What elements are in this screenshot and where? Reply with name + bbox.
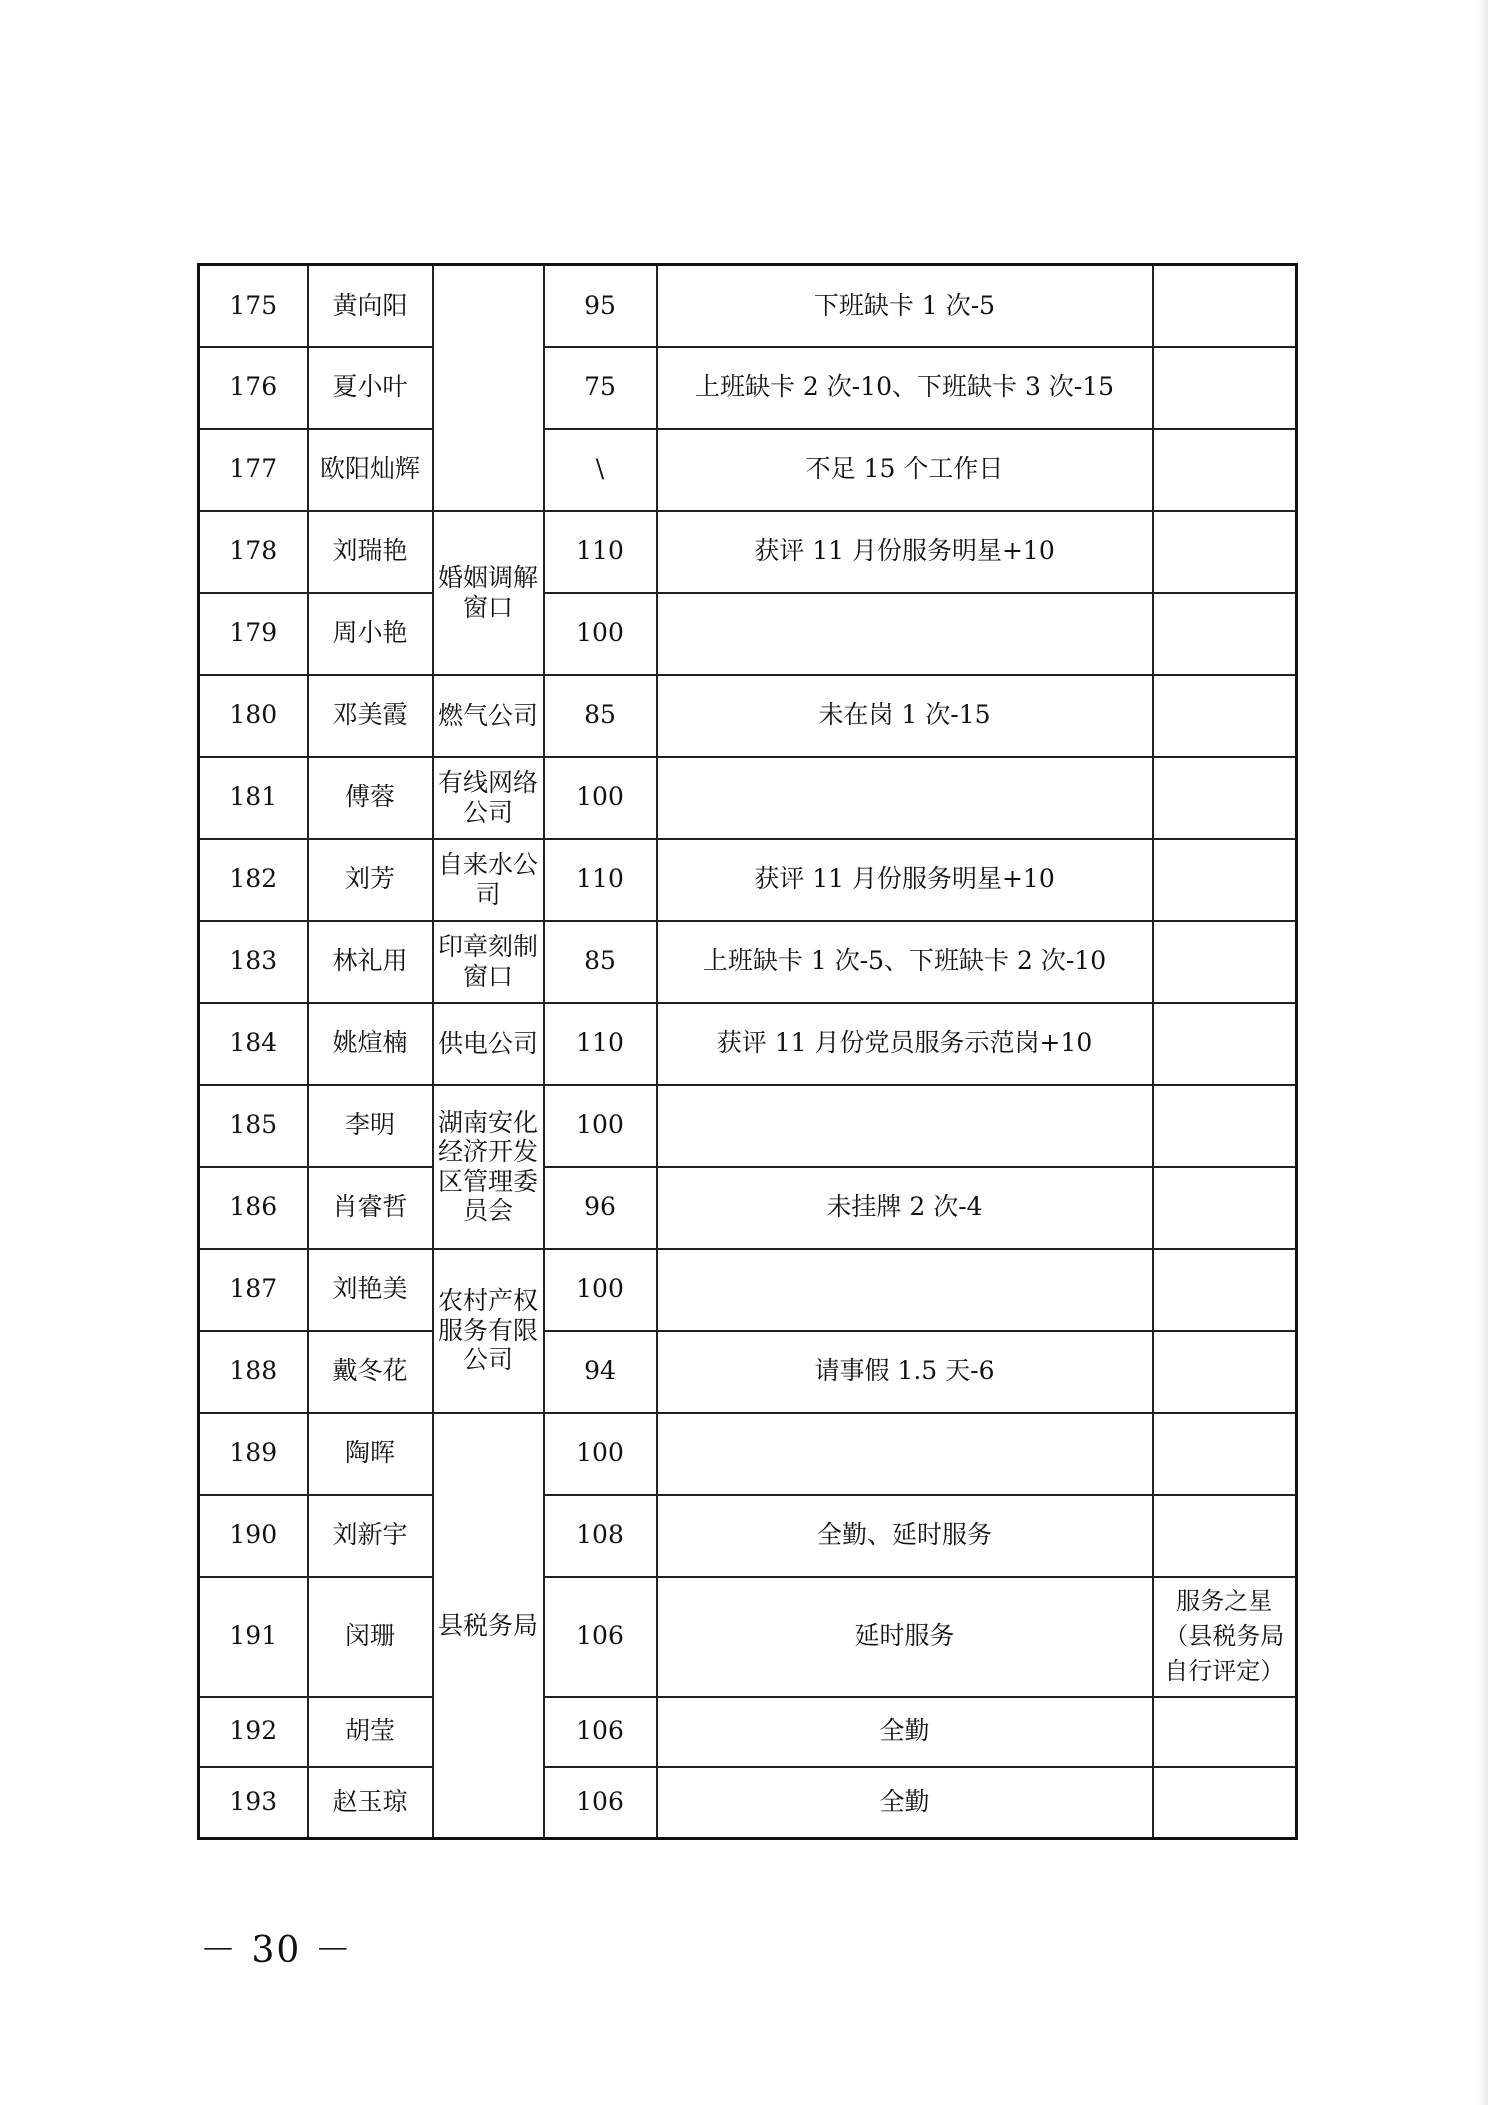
- table-row: [199, 1413, 1297, 1495]
- table-row: [199, 265, 1297, 347]
- person-name: 傅蓉: [308, 757, 433, 839]
- person-name: 胡莹: [308, 1697, 433, 1767]
- score: 106: [544, 1697, 657, 1767]
- attendance-score-table: [197, 263, 1298, 1840]
- row-number: 185: [199, 1085, 308, 1167]
- department-name: 县税务局: [433, 1413, 544, 1839]
- row-number: 193: [199, 1767, 308, 1839]
- person-name: 刘芳: [308, 839, 433, 921]
- department-name: 婚姻调解窗口: [433, 511, 544, 675]
- row-number: 192: [199, 1697, 308, 1767]
- person-name: 刘新宇: [308, 1495, 433, 1577]
- remark: [1153, 1331, 1297, 1413]
- score: 100: [544, 757, 657, 839]
- table-row: [199, 1085, 1297, 1167]
- person-name: 闵珊: [308, 1577, 433, 1697]
- row-number: 175: [199, 265, 308, 347]
- department-name: 供电公司: [433, 1003, 544, 1085]
- table-row: [199, 1003, 1297, 1085]
- row-number: 178: [199, 511, 308, 593]
- score: 94: [544, 1331, 657, 1413]
- score: 100: [544, 593, 657, 675]
- score: 108: [544, 1495, 657, 1577]
- row-number: 182: [199, 839, 308, 921]
- department-name: 自来水公司: [433, 839, 544, 921]
- table-row: [199, 1167, 1297, 1249]
- score-detail: 未挂牌 2 次-4: [657, 1167, 1153, 1249]
- remark: 服务之星（县税务局自行评定）: [1153, 1577, 1297, 1697]
- remark: [1153, 1495, 1297, 1577]
- remark: [1153, 593, 1297, 675]
- score: 110: [544, 839, 657, 921]
- row-number: 191: [199, 1577, 308, 1697]
- table-row: [199, 347, 1297, 429]
- department-name: 农村产权服务有限公司: [433, 1249, 544, 1413]
- table-row: [199, 839, 1297, 921]
- score: 75: [544, 347, 657, 429]
- score-detail: [657, 1249, 1153, 1331]
- page-edge-shadow: [1478, 0, 1488, 2105]
- score-detail: 不足 15 个工作日: [657, 429, 1153, 511]
- table-row: [199, 429, 1297, 511]
- table-row: [199, 921, 1297, 1003]
- row-number: 186: [199, 1167, 308, 1249]
- score: 96: [544, 1167, 657, 1249]
- row-number: 190: [199, 1495, 308, 1577]
- score: 100: [544, 1085, 657, 1167]
- score: 85: [544, 921, 657, 1003]
- person-name: 戴冬花: [308, 1331, 433, 1413]
- score: 95: [544, 265, 657, 347]
- row-number: 189: [199, 1413, 308, 1495]
- score-detail: 未在岗 1 次-15: [657, 675, 1153, 757]
- table-row: [199, 1495, 1297, 1577]
- table-row: [199, 675, 1297, 757]
- person-name: 邓美霞: [308, 675, 433, 757]
- person-name: 陶晖: [308, 1413, 433, 1495]
- score: 100: [544, 1249, 657, 1331]
- department-name: 印章刻制窗口: [433, 921, 544, 1003]
- table-row: [199, 1331, 1297, 1413]
- row-number: 183: [199, 921, 308, 1003]
- remark: [1153, 1167, 1297, 1249]
- remark: [1153, 1767, 1297, 1839]
- table-row: [199, 511, 1297, 593]
- person-name: 李明: [308, 1085, 433, 1167]
- score-detail: [657, 593, 1153, 675]
- person-name: 肖睿哲: [308, 1167, 433, 1249]
- department-name: 湖南安化经济开发区管理委员会: [433, 1085, 544, 1249]
- remark: [1153, 1249, 1297, 1331]
- department-name: 燃气公司: [433, 675, 544, 757]
- person-name: 赵玉琼: [308, 1767, 433, 1839]
- row-number: 187: [199, 1249, 308, 1331]
- score-detail: [657, 1413, 1153, 1495]
- row-number: 180: [199, 675, 308, 757]
- person-name: 夏小叶: [308, 347, 433, 429]
- person-name: 刘瑞艳: [308, 511, 433, 593]
- score: 106: [544, 1767, 657, 1839]
- page-number: － 30 －: [200, 1930, 353, 1971]
- remark: [1153, 1697, 1297, 1767]
- person-name: 周小艳: [308, 593, 433, 675]
- score-detail: 全勤、延时服务: [657, 1495, 1153, 1577]
- remark: [1153, 757, 1297, 839]
- row-number: 176: [199, 347, 308, 429]
- table-row: [199, 1767, 1297, 1839]
- remark: [1153, 675, 1297, 757]
- score: 100: [544, 1413, 657, 1495]
- score: 106: [544, 1577, 657, 1697]
- score-detail: 上班缺卡 2 次-10、下班缺卡 3 次-15: [657, 347, 1153, 429]
- row-number: 184: [199, 1003, 308, 1085]
- department-cell-blank: [433, 265, 544, 511]
- score: 110: [544, 1003, 657, 1085]
- table-row: [199, 757, 1297, 839]
- person-name: 黄向阳: [308, 265, 433, 347]
- table-row: [199, 1697, 1297, 1767]
- score-detail: 请事假 1.5 天-6: [657, 1331, 1153, 1413]
- score-detail: 上班缺卡 1 次-5、下班缺卡 2 次-10: [657, 921, 1153, 1003]
- score-detail: 全勤: [657, 1697, 1153, 1767]
- person-name: 林礼用: [308, 921, 433, 1003]
- row-number: 179: [199, 593, 308, 675]
- score-detail: 全勤: [657, 1767, 1153, 1839]
- score: 110: [544, 511, 657, 593]
- row-number: 181: [199, 757, 308, 839]
- score-detail: 获评 11 月份党员服务示范岗+10: [657, 1003, 1153, 1085]
- remark: [1153, 429, 1297, 511]
- score-detail: [657, 1085, 1153, 1167]
- score: \: [544, 429, 657, 511]
- remark: [1153, 1003, 1297, 1085]
- score-detail: [657, 757, 1153, 839]
- score-detail: 延时服务: [657, 1577, 1153, 1697]
- score: 85: [544, 675, 657, 757]
- remark: [1153, 265, 1297, 347]
- remark: [1153, 347, 1297, 429]
- table-row: [199, 1577, 1297, 1697]
- remark: [1153, 1413, 1297, 1495]
- remark: [1153, 921, 1297, 1003]
- person-name: 欧阳灿辉: [308, 429, 433, 511]
- person-name: 刘艳美: [308, 1249, 433, 1331]
- table-row: [199, 593, 1297, 675]
- score-detail: 下班缺卡 1 次-5: [657, 265, 1153, 347]
- remark: [1153, 839, 1297, 921]
- person-name: 姚煊楠: [308, 1003, 433, 1085]
- row-number: 188: [199, 1331, 308, 1413]
- department-name: 有线网络公司: [433, 757, 544, 839]
- remark: [1153, 511, 1297, 593]
- table-row: [199, 1249, 1297, 1331]
- remark: [1153, 1085, 1297, 1167]
- score-detail: 获评 11 月份服务明星+10: [657, 839, 1153, 921]
- score-detail: 获评 11 月份服务明星+10: [657, 511, 1153, 593]
- row-number: 177: [199, 429, 308, 511]
